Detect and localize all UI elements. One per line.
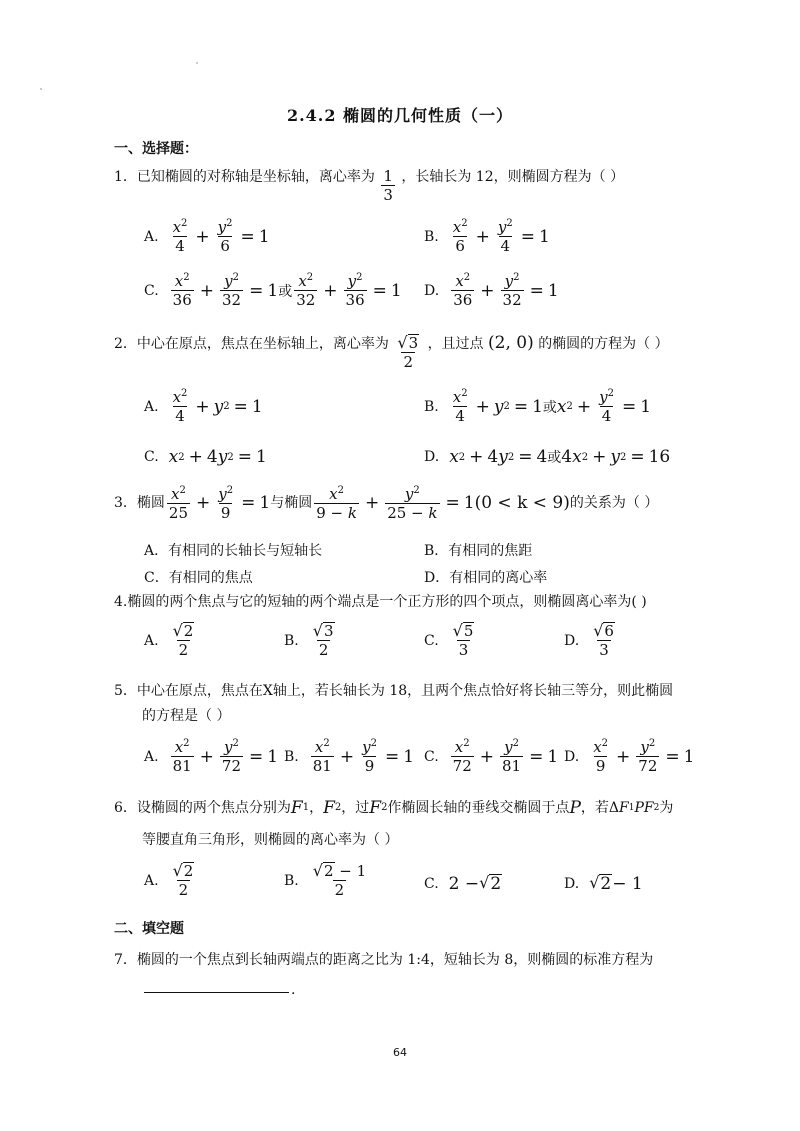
page-title: 2.4.2 椭圆的几何性质（一） bbox=[286, 106, 514, 125]
question-7: 7．椭圆的一个焦点到长轴两端点的距离之比为 1:4，短轴长为 8，则椭圆的标准方程为 bbox=[114, 952, 654, 968]
q4-option-c: C. √ 5 3 bbox=[424, 621, 474, 660]
answer-blank-period: . bbox=[291, 982, 296, 998]
q3-option-a: A．有相同的长轴长与短轴长 bbox=[144, 543, 323, 559]
question-1: 1．已知椭圆的对称轴是坐标轴，离心率为 $\frac{1}{3}$ ，长轴长为 12，则椭圆方程为（ ） bbox=[114, 167, 625, 205]
question-3: 3．椭圆 $\frac{x^2}{25}$ + $\frac{y^2}{9}$ = 1 与椭圆 $\frac{x^2}{9 - k}$ + $\frac{y^2}{25 - k}$ = 1 (0 < k < 9) 的关系为（ ） bbox=[114, 485, 659, 523]
scan-speck bbox=[196, 62, 198, 64]
q1-option-c: C. $\frac{x^2}{36}$ + $\frac{y^2}{32}$ = 1 或 $\frac{x^2}{32}$ + $\frac{y^2}{36}$ = 1 bbox=[144, 272, 402, 310]
q2-option-c: C. x 2 + 4 y 2 = 1 bbox=[144, 447, 267, 467]
answer-blank[interactable] bbox=[144, 988, 289, 993]
q3-option-b: B．有相同的焦距 bbox=[424, 543, 533, 559]
q2-option-a: A. $\frac{x^2}{4}$ + y 2 = 1 bbox=[144, 388, 263, 426]
q6-option-b: B. √ 2 − 1 2 bbox=[284, 861, 367, 900]
q2-option-d: D. x 2 + 4 y 2 = 4 或 4 x 2 + y 2 = 16 bbox=[424, 447, 671, 467]
q1-option-d: D. $\frac{x^2}{36}$ + $\frac{y^2}{32}$ = 1 bbox=[424, 272, 559, 310]
scan-speck bbox=[40, 88, 42, 90]
q5-option-d: D. $\frac{x^2}{9}$ + $\frac{y^2}{72}$ = 1 bbox=[564, 738, 695, 776]
q6-option-a: A. √ 2 2 bbox=[144, 861, 194, 900]
question-5-line-1: 5．中心在原点，焦点在X轴上，若长轴长为 18，且两个焦点恰好将长轴三等分，则此椭圆 bbox=[114, 683, 674, 699]
section-choice-heading: 一、选择题： bbox=[114, 141, 198, 157]
section-fill-heading: 二、填空题 bbox=[114, 921, 184, 937]
q5-option-c: C. $\frac{x^2}{72}$ + $\frac{y^2}{81}$ = 1 bbox=[424, 738, 559, 776]
q4-option-b: B. √ 3 2 bbox=[284, 621, 334, 660]
page-number: 64 bbox=[393, 1046, 407, 1059]
q2-option-b: B. $\frac{x^2}{4}$ + y 2 = 1 或 x 2 + $\frac{y^2}{4}$ = 1 bbox=[424, 388, 652, 426]
q1-option-a: A. $\frac{x^2}{4}$ + $\frac{y^2}{6}$ = 1 bbox=[144, 218, 270, 256]
q5-option-a: A. $\frac{x^2}{81}$ + $\frac{y^2}{72}$ = 1 bbox=[144, 738, 279, 776]
q3-option-d: D．有相同的离心率 bbox=[424, 570, 548, 586]
q6-option-c: C. 2 − √ 2 bbox=[424, 873, 502, 895]
question-6-line-2: 等腰直角三角形，则椭圆的离心率为（ ） bbox=[142, 832, 399, 848]
question-6-line-1: 6．设椭圆的两个焦点分别为 F 1 ， F 2 ，过 F 2 作椭圆长轴的垂线交椭圆于点 P ，若 Δ F 1 PF 2 为 bbox=[114, 798, 674, 818]
q1-option-b: B. $\frac{x^2}{6}$ + $\frac{y^2}{4}$ = 1 bbox=[424, 218, 550, 256]
q6-option-d: D. √ 2 − 1 bbox=[564, 873, 643, 895]
q4-option-d: D. √ 6 3 bbox=[564, 621, 614, 660]
question-5-line-2: 的方程是（ ） bbox=[142, 708, 231, 724]
question-4: 4.椭圆的两个焦点与它的短轴的两个端点是一个正方形的四个项点，则椭圆离心率为( ) bbox=[114, 594, 647, 610]
q1-text-b: ，长轴长为 12，则椭圆方程为（ ） bbox=[401, 169, 625, 185]
q5-option-b: B. $\frac{x^2}{81}$ + $\frac{y^2}{9}$ = 1 bbox=[284, 738, 415, 776]
q3-option-c: C．有相同的焦点 bbox=[144, 570, 253, 586]
question-2: 2．中心在原点，焦点在坐标轴上，离心率为 √ 3 2 ，且过点 (2, 0) 的椭圆的方程为（ ） bbox=[114, 333, 669, 372]
q4-option-a: A. √ 2 2 bbox=[144, 621, 194, 660]
q1-text-a: 1．已知椭圆的对称轴是坐标轴，离心率为 bbox=[114, 169, 375, 185]
